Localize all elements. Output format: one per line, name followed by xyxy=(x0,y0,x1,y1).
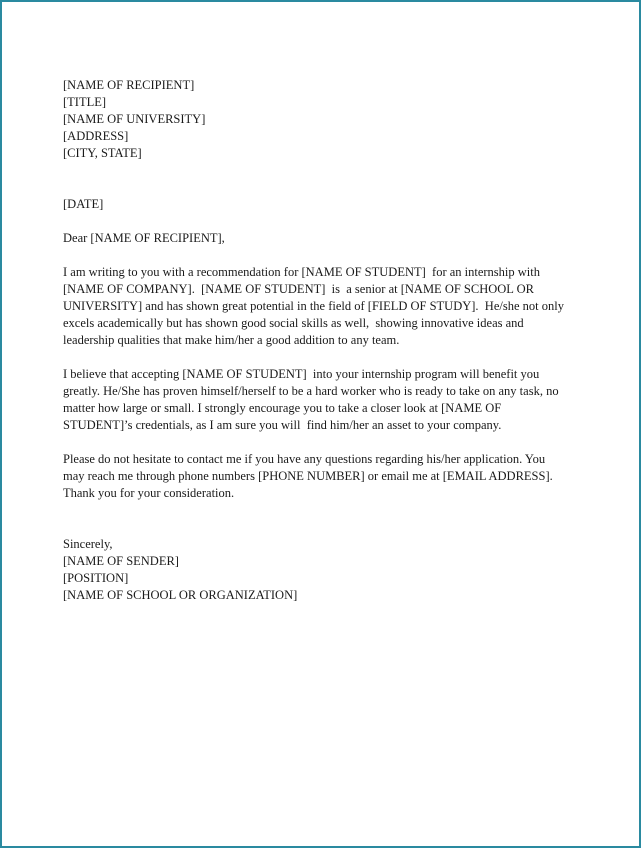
recipient-address: [ADDRESS] xyxy=(63,129,129,143)
sender-name: [NAME OF SENDER] xyxy=(63,554,179,568)
paragraph-line: Please do not hesitate to contact me if you have any questions regarding his/her application. You xyxy=(63,452,546,466)
paragraph-line: [NAME OF COMPANY]. [NAME OF STUDENT] is a senior at [NAME OF SCHOOL OR xyxy=(63,282,534,296)
paragraph-line: UNIVERSITY] and has shown great potential in the field of [FIELD OF STUDY]. He/she not only xyxy=(63,299,564,313)
closing-block xyxy=(63,536,583,604)
letter-date: [DATE] xyxy=(63,197,104,211)
letter-body xyxy=(63,77,583,604)
paragraph-line: matter how large or small. I strongly encourage you to take a closer look at [NAME OF xyxy=(63,401,502,415)
paragraph-line: excels academically but has shown good social skills as well, showing innovative ideas and xyxy=(63,316,524,330)
paragraph-line: may reach me through phone numbers [PHONE NUMBER] or email me at [EMAIL ADDRESS]. xyxy=(63,469,553,483)
paragraph-line: Thank you for your consideration. xyxy=(63,486,235,500)
paragraph-line: leadership qualities that make him/her a good addition to any team. xyxy=(63,333,400,347)
closing-sincerely: Sincerely, xyxy=(63,537,113,551)
recipient-address-block xyxy=(63,77,583,162)
recipient-city-state: [CITY, STATE] xyxy=(63,146,142,160)
paragraph-line: STUDENT]’s credentials, as I am sure you will find him/her an asset to your company. xyxy=(63,418,502,432)
salutation: Dear [NAME OF RECIPIENT], xyxy=(63,231,225,245)
sender-organization: [NAME OF SCHOOL OR ORGANIZATION] xyxy=(63,588,298,602)
recipient-name: [NAME OF RECIPIENT] xyxy=(63,78,195,92)
recipient-university: [NAME OF UNIVERSITY] xyxy=(63,112,206,126)
paragraph-2 xyxy=(63,366,583,434)
paragraph-1 xyxy=(63,264,583,349)
paragraph-line: I am writing to you with a recommendation for [NAME OF STUDENT] for an internship with xyxy=(63,265,540,279)
paragraph-line: I believe that accepting [NAME OF STUDENT] into your internship program will benefit you xyxy=(63,367,540,381)
recipient-title: [TITLE] xyxy=(63,95,107,109)
paragraph-line: greatly. He/She has proven himself/herself to be a hard worker who is ready to take on any task, no xyxy=(63,384,559,398)
paragraph-3 xyxy=(63,451,583,502)
sender-position: [POSITION] xyxy=(63,571,129,585)
